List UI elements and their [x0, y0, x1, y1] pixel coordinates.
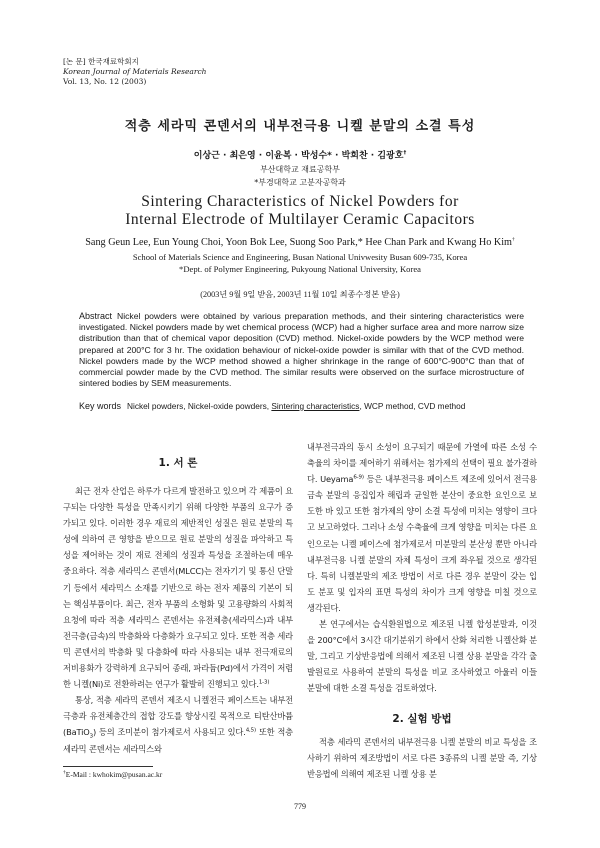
keywords [79, 401, 524, 411]
intro-ref-1: 1-3) [258, 679, 270, 686]
left-column [63, 483, 293, 757]
corresponding-mark: † [403, 150, 407, 156]
abstract-label: Abstract [79, 311, 113, 321]
section-heading-introduction: 1. 서 론 [158, 457, 198, 469]
received-dates: (2003년 9월 9일 받음, 2003년 11월 10일 최종수정본 받음) [200, 290, 400, 299]
english-title-line-1: Sintering Characteristics of Nickel Powders for [141, 193, 459, 210]
journal-korean-name: [논 문] 한국재료학회지 [63, 57, 139, 66]
right-paragraph-2: 본 연구에서는 습식환원법으로 제조된 니켈 합성분말과, 이것을 200°C에서 3시간 대기분위기 하에서 산화 처리한 니켈산화 분말, 그리고 기상반응법에 의해서 제조된 니켈 상용 분말을 각각 출발원료로 사용하여 분말의 특성을 비교 조사하였고 아울러 이들 분말에 대한 소결 특성을 검토하였다. [307, 619, 537, 694]
right-column [307, 439, 537, 697]
keywords-pre: Nickel powders, Nickel-oxide powders, [127, 401, 270, 411]
korean-affiliation-1: 부산대학교 재료공학부 [260, 165, 340, 174]
korean-authors [0, 148, 600, 161]
intro-paragraph-2-text-a: 통상, 적층 세라믹 콘덴서 제조시 니켈전극 페이스트는 내부전극층과 유전체층간의 접합 강도를 향상시킬 목적으로 티탄산바륨(BaTiO [63, 695, 293, 738]
keywords-label: Key words [79, 401, 122, 411]
intro-paragraph-2-text-b: ) 등의 조미분이 첨가제로서 사용되고 있다. [92, 727, 246, 738]
intro-ref-2: 4,5) [245, 727, 256, 734]
intro-paragraph-2-text-c: 또한 적층 세라믹 콘덴서는 세라믹스와 [63, 727, 293, 754]
intro-subscript: 3 [89, 734, 93, 741]
footnote-divider [63, 766, 153, 767]
abstract [79, 311, 524, 389]
method-paragraph-1: 적층 세라믹 콘덴서의 내부전극용 니켈 분말의 비교 특성을 조사하기 위하여 제조방법이 서로 다른 3종류의 니켈 분말 즉, 기상반응법에 의해여 제조된 니켈 상용 분 [307, 737, 537, 780]
footnote-mark: † [63, 769, 66, 776]
intro-paragraph-1-text: 최근 전자 산업은 하루가 다르게 발전하고 있으며 각 제품이 요구되는 다양한 특성을 만족시키기 위해 다양한 부품의 요구가 증가되고 있다. 이러한 경우 재료의 제반적인 성질은 원료 분말의 특성에 의하여 큰 영향을 받으므로 원료 분말의 성질을 파악하고 특성을 제어하는 것이 재료 전체의 성질과 특성을 조절하는데 매우 중요하다. 적층 세라믹스 콘덴서(MLCC)는 전자기기 및 통신 단말기 등에서 세라믹스 소재를 기반으로 하는 전자 제품의 기본이 되는 핵심부품이다. 최근, 전자 부품의 소형화 및 고용량화의 사회적 요청에 따라 적층 세라믹스 콘덴서는 유전체층(세라믹스)과 내부전극층(금속)의 박층화와 다층화가 요구되고 있다. 또한 적층 세라믹 콘덴서의 박층화 및 다층화에 따라 사용되는 내부 전극재료의 저비용화가 강력하게 요구되어 종래, 파라듐(Pd)에서 가격이 저렴한 니켈(Ni)로 전환하려는 연구가 활발히 진행되고 있다. [63, 486, 293, 690]
page-number: 779 [294, 802, 306, 811]
footnote-email: E-Mail : kwhokim@pusan.ac.kr [65, 770, 163, 779]
english-authors [0, 237, 600, 248]
keywords-post: , WCP method, CVD method [359, 401, 466, 411]
english-affiliation-2: *Dept. of Polymer Engineering, Pukyoung National University, Korea [179, 264, 421, 274]
english-affiliation-1: School of Materials Science and Engineering, Busan National Univwesity Busan 609-735, Korea [132, 252, 468, 262]
intro-paragraph-1 [63, 483, 293, 692]
abstract-text: Nickel powders were obtained by various preparation methods, and their sintering characteristics were investigated. Nickel powders made by wet chemical process (WCP) had a higher surface area and more narrow size distribution than that of chemical vapor deposition (CVD) method. Nickel-oxide powders by the WCP method were prepared at 200°C for 3 hr. The oxidation behaviour of nickel-oxide powder is similar with that of the CVD method. Nickel powders made by the WCP method showed a higher shrinkage in the range of 600°C-900°C than that of commercial powder made by the CVD method. The similar results were observed on the surface microstructure of sintered bodies by SEM measurements. [79, 311, 524, 389]
section-heading-experimental: 2. 실험 방법 [392, 713, 452, 725]
journal-english-name: Korean Journal of Materials Research [63, 67, 207, 76]
journal-header [63, 57, 206, 87]
journal-volume: Vol. 13, No. 12 (2003) [63, 77, 147, 86]
right-paragraph-1-text-a: 내부전극과의 동시 소성이 요구되기 때문에 가열에 따른 소성 수축율의 차이를 제어하기 위해서는 첨가제의 선택이 필요 불가결하다. Ueyama [307, 442, 537, 485]
intro-paragraph-2 [63, 692, 293, 756]
korean-affiliation-2: *부경대학교 고분자공학과 [254, 178, 346, 187]
korean-author-list: 이상근 · 최은영 · 이윤복 · 박성수* · 박희찬 · 김광호 [193, 151, 404, 161]
english-title-line-2: Internal Electrode of Multilayer Ceramic Capacitors [125, 211, 475, 228]
right-paragraph-1 [307, 439, 537, 616]
right-ref-1: 6-9) [353, 474, 364, 481]
english-author-list: Sang Geun Lee, Eun Young Choi, Yoon Bok Lee, Suong Soo Park,* Hee Chan Park and Kwang Ho Kim [85, 237, 512, 248]
footnote [63, 770, 162, 779]
english-corresponding-mark: † [511, 236, 515, 243]
korean-title: 적층 세라믹 콘덴서의 내부전극용 니켈 분말의 소결 특성 [124, 119, 476, 134]
right-paragraph-1-text-b: 등은 내부전극용 페이스트 제조에 있어서 전극용 금속 분말의 응집입자 해립과 균일한 분산이 중요한 요인으로 보도한 바 있고 또한 첨가제의 양이 소결 특성에 미치는 영향이 크다고 보고하였다. 그러나 소성 수축율에 크게 영향을 미치는 다른 요인으로는 니켈 페이스에 첨가제로서 미분말의 분산성 뿐만 아니라 내부전극용 니켈 분말의 자체 특성이 크게 좌우될 것으로 생각된다. 특히 니켈분말의 제조 방법이 서로 다른 경우 분말이 갖는 입도 분포 및 입자의 표면 특성의 차이가 크게 영향을 미칠 것으로 생각된다. [307, 474, 537, 613]
right-column-lower [307, 734, 537, 782]
keywords-underlined: Sintering characteristics [271, 401, 360, 411]
